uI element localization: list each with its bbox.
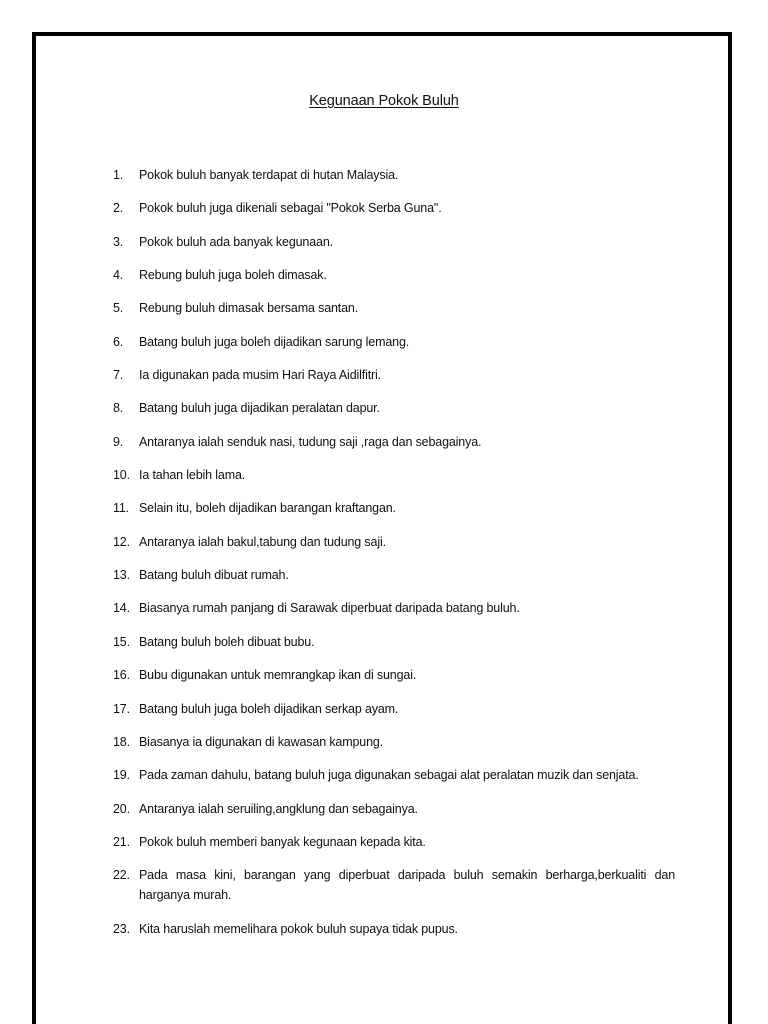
- list-item: [113, 732, 675, 752]
- list-item: [113, 665, 675, 685]
- list-item-number: 3.: [113, 234, 124, 249]
- list-item-number: 13.: [113, 568, 130, 583]
- list-item-text: Ia tahan lebih lama.: [139, 468, 246, 483]
- list-item: [113, 398, 675, 418]
- list-item-text: Rebung buluh dimasak bersama santan.: [139, 301, 359, 316]
- list-item-text: Kita haruslah memelihara pokok buluh supaya tidak pupus.: [139, 921, 458, 936]
- list-item-number: 12.: [113, 534, 130, 549]
- list-item: [113, 632, 675, 652]
- list-item-number: 1.: [113, 168, 124, 182]
- list-item-text: Pada masa kini, barangan yang diperbuat daripada buluh semakin berharga,berkualiti dan harganya murah.: [139, 868, 675, 903]
- list-item-text: Pokok buluh ada banyak kegunaan.: [139, 234, 333, 249]
- list-item-number: 16.: [113, 668, 130, 683]
- list-item-text: Batang buluh boleh dibuat bubu.: [139, 634, 315, 649]
- list-item: [113, 598, 675, 618]
- list-item-text: Selain itu, boleh dijadikan barangan kraftangan.: [139, 501, 396, 516]
- list-item-text: Batang buluh juga boleh dijadikan sarung lemang.: [139, 334, 410, 349]
- list-item-number: 15.: [113, 634, 130, 649]
- list-item-number: 11.: [113, 501, 129, 516]
- list-item-number: 10.: [113, 468, 130, 483]
- list-item: [113, 699, 675, 719]
- list-item-text: Pokok buluh juga dikenali sebagai "Pokok Serba Guna".: [139, 201, 442, 216]
- list-item-number: 6.: [113, 334, 124, 349]
- list-item-text: Pada zaman dahulu, batang buluh juga digunakan sebagai alat peralatan muzik dan senjata.: [139, 768, 639, 783]
- list-item-number: 20.: [113, 801, 130, 816]
- list-item: [113, 865, 675, 905]
- list-item-number: 23.: [113, 921, 130, 936]
- list-item-text: Ia digunakan pada musim Hari Raya Aidilfitri.: [139, 368, 381, 383]
- list-item-text: Rebung buluh juga boleh dimasak.: [139, 268, 327, 283]
- list-item-text: Antaranya ialah seruiling,angklung dan sebagainya.: [139, 801, 418, 816]
- list-item-text: Batang buluh dibuat rumah.: [139, 568, 289, 583]
- list-item: [113, 332, 675, 352]
- page-title: Kegunaan Pokok Buluh: [309, 93, 459, 109]
- list-item: [113, 565, 675, 585]
- list-item-number: 7.: [113, 368, 124, 383]
- list-item: [113, 532, 675, 552]
- list-item-text: Biasanya ia digunakan di kawasan kampung.: [139, 734, 384, 749]
- list-item-text: Bubu digunakan untuk memrangkap ikan di sungai.: [139, 668, 417, 683]
- list-item: [113, 432, 675, 452]
- list-item-number: 14.: [113, 601, 130, 616]
- list-item: [113, 232, 675, 252]
- list-item: [113, 498, 675, 518]
- list-item-number: 2.: [113, 201, 124, 216]
- list-item-number: 9.: [113, 434, 124, 449]
- list-item-text: Batang buluh juga dijadikan peralatan dapur.: [139, 401, 380, 416]
- list-item-number: 21.: [113, 834, 130, 849]
- list-item-number: 5.: [113, 301, 124, 316]
- list-item-text: Biasanya rumah panjang di Sarawak diperbuat daripada batang buluh.: [139, 601, 520, 616]
- list-item: [113, 265, 675, 285]
- list-item-text: Antaranya ialah senduk nasi, tudung saji ,raga dan sebagainya.: [139, 434, 482, 449]
- list-item: [113, 365, 675, 385]
- list-item-number: 19.: [113, 768, 130, 783]
- list-item: [113, 919, 675, 939]
- list-item-number: 17.: [113, 701, 130, 716]
- list-item: [113, 832, 675, 852]
- list-item-number: 8.: [113, 401, 124, 416]
- list-item-text: Pokok buluh memberi banyak kegunaan kepada kita.: [139, 834, 426, 849]
- list-item: [113, 165, 675, 185]
- list-item-number: 22.: [113, 868, 130, 883]
- list-item-number: 18.: [113, 734, 130, 749]
- list-item: [113, 799, 675, 819]
- list-item: [113, 465, 675, 485]
- numbered-list: [113, 165, 675, 952]
- list-item: [113, 765, 675, 785]
- list-item-number: 4.: [113, 268, 124, 283]
- list-item-text: Batang buluh juga boleh dijadikan serkap ayam.: [139, 701, 399, 716]
- list-item: [113, 298, 675, 318]
- list-item-text: Pokok buluh banyak terdapat di hutan Malaysia.: [139, 168, 399, 182]
- list-item: [113, 198, 675, 218]
- list-item-text: Antaranya ialah bakul,tabung dan tudung saji.: [139, 534, 386, 549]
